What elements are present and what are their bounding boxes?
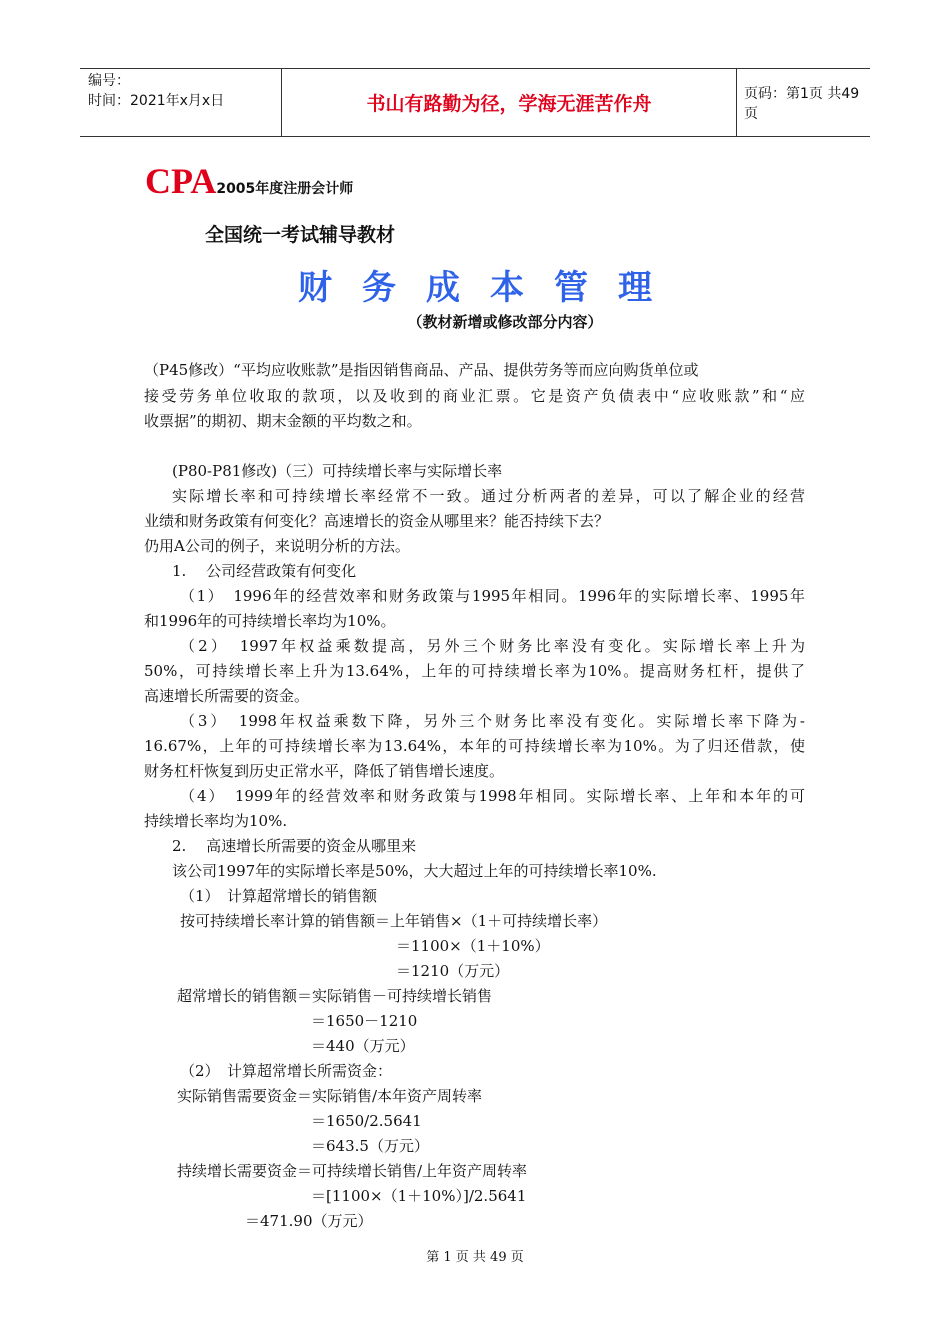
list-item: （1） 计算超常增长的销售额 [180,887,378,905]
list-item: （1） 1996年的经营效率和财务政策与1995年相同。1996年的实际增长率、1995年 [180,587,805,605]
time-label: 时间：2021年x月x日 [88,93,225,109]
list-item: 和1996年的可持续增长率均为10%。 [144,612,396,630]
formula-line: ＝1650－1210 [311,1012,418,1030]
cpa-heading [145,160,353,202]
list-heading: 2. 高速增长所需要的资金从哪里来 [172,837,417,855]
header-meta [80,69,282,136]
formula-line: 实际销售需要资金＝实际销售/本年资产周转率 [177,1087,483,1105]
list-item: 高速增长所需要的资金。 [144,687,310,705]
page-footer: 第 1 页 共 49 页 [426,1250,524,1265]
list-item: （3） 1998年权益乘数下降，另外三个财务比率没有变化。实际增长率下降为- [180,712,805,730]
header-table [80,68,870,137]
doc-subtitle: 全国统一考试辅导教材 [205,224,396,246]
formula-line: ＝1650/2.5641 [311,1112,422,1130]
cpa-logo-text: CPA [145,161,217,201]
formula-line: ＝1210（万元） [396,962,510,980]
list-item: 财务杠杆恢复到历史正常水平，降低了销售增长速度。 [144,762,505,780]
formula-line: ＝643.5（万元） [311,1137,429,1155]
para-line: 实际增长率和可持续增长率经常不一致。通过分析两者的差异，可以了解企业的经营 [172,487,805,505]
list-item: （4） 1999年的经营效率和财务政策与1998年相同。实际增长率、上年和本年的可 [180,787,805,805]
list-item: 50%，可持续增长率上升为13.64%，上年的可持续增长率为10%。提高财务杠杆，提供了 [144,662,805,680]
para-line: 接受劳务单位收取的款项，以及收到的商业汇票。它是资产负债表中“应收账款”和“应 [144,387,805,405]
para-line: 仍用A公司的例子，来说明分析的方法。 [144,537,410,555]
list-item: 持续增长率均为10%. [144,812,288,830]
number-label: 编号： [88,73,130,89]
formula-line: ＝471.90（万元） [245,1212,373,1230]
doc-title: 财务成本管理 [298,268,682,308]
list-item: （2） 1997年权益乘数提高，另外三个财务比率没有变化。实际增长率上升为 [180,637,805,655]
para-line: 该公司1997年的实际增长率是50%，大大超过上年的可持续增长率10%. [172,862,657,880]
page-info: 页码：第1页 共49页 [744,85,860,122]
formula-line: ＝[1100×（1＋10%）]/2.5641 [311,1187,527,1205]
section-heading: (P80-P81修改)（三）可持续增长率与实际增长率 [172,462,503,480]
formula-line: 超常增长的销售额＝实际销售－可持续增长销售 [177,987,493,1005]
para-line: 收票据”的期初、期末金额的平均数之和。 [144,412,422,430]
list-item: （2） 计算超常增长所需资金： [180,1062,393,1080]
cpa-year-text: 2005年度注册会计师 [216,181,354,197]
list-heading: 1. 公司经营政策有何变化 [172,562,357,580]
formula-line: ＝1100×（1＋10%） [396,937,550,955]
formula-line: 按可持续增长率计算的销售额＝上年销售×（1＋可持续增长率） [180,912,608,930]
motto: 书山有路勤为径，学海无涯苦作舟 [282,69,737,136]
list-item: 16.67%，上年的可持续增长率为13.64%，本年的可持续增长率为10%。为了归还借款，使 [144,737,805,755]
formula-line: 持续增长需要资金＝可持续增长销售/上年资产周转率 [177,1162,528,1180]
para-line: 业绩和财务政策有何变化？高速增长的资金从哪里来？能否持续下去？ [144,512,610,530]
formula-line: ＝440（万元） [311,1037,415,1055]
doc-note: （教材新增或修改部分内容） [407,313,603,331]
